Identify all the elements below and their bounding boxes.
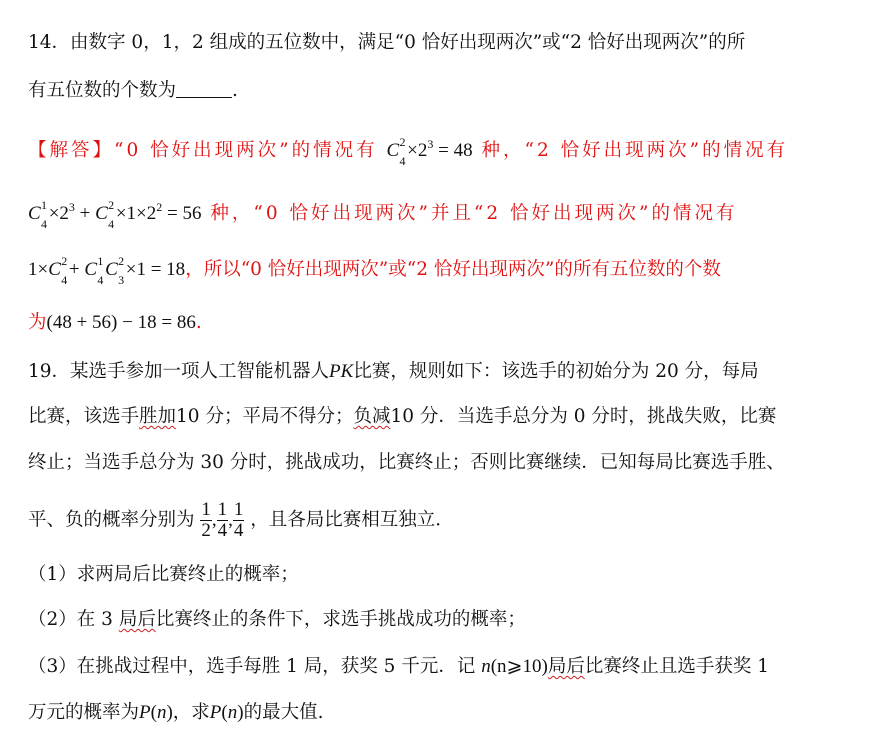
q19-part-2 (28, 607, 859, 633)
fraction-half: $\frac{1}{2}$ (201, 499, 211, 541)
q19-text-6: 终止；当选手总分为 30 分时，挑战成功，比赛终止；否则比赛继续．已知每局比赛选手胜、 (28, 452, 785, 473)
q19-text-4: 10 分；平局不得分； (176, 406, 354, 427)
q19-text-3: 比赛，该选手 (28, 406, 140, 427)
answer-text-3: 种，“0 恰好出现两次”并且“2 恰好出现两次”的情况有 (210, 203, 738, 224)
part-3-text-c: 万元的概率为 (28, 702, 140, 723)
answer-line-2 (28, 194, 859, 231)
answer-text-1: “0 恰好出现两次”的情况有 (114, 140, 378, 161)
fraction-quarter-2: $\frac{1}{4}$ (233, 499, 244, 541)
part-3-text-a: （3）在挑战过程中，选手每胜 1 局，获奖 5 千元．记 (28, 656, 476, 677)
answer-period: . (195, 312, 202, 333)
q19-line-3 (28, 450, 859, 476)
q19-part-3: （3）在挑战过程中，选手每胜 1 局，获奖 5 千元．记 n(n⩾10)局后比赛终止且选手获奖 1 (28, 656, 769, 677)
q14-line-2 (28, 78, 859, 104)
formula-1: C 2 4 $\times 2^3 = 48$ (386, 135, 473, 168)
part-3-text-d: ，求 (172, 702, 210, 723)
q19-line-4: 平、负的概率分别为 $\frac{1}{2}$ , $\frac{1}{4}$ , $\frac{1}{4}$ ，且各局比赛相互独立． (28, 499, 454, 541)
answer-blank (176, 79, 232, 98)
win-plus-term: 胜加 (139, 406, 177, 427)
q19-text-5: 10 分．当选手总分为 0 分时，挑战失败，比赛 (390, 406, 777, 427)
q19-text-1: 19．某选手参加一项人工智能机器人 (28, 361, 330, 382)
formula-4: (48 + 56) − 18 = 86 (46, 312, 196, 333)
part-2-text-b: 比赛终止的条件下，求选手挑战成功的概率； (155, 609, 526, 630)
q14-line-1 (28, 30, 859, 56)
answer-tag: 【解答】 (28, 140, 115, 161)
p-n-1: P (139, 702, 151, 723)
answer-text-5: 为 (28, 312, 47, 333)
answer-line-4 (28, 310, 859, 336)
fraction-quarter-1: $\frac{1}{4}$ (217, 499, 228, 541)
part-2-marked: 局后 (118, 609, 156, 630)
n-condition: (n⩾10) (490, 656, 548, 677)
q19-line-2 (28, 404, 859, 430)
formula-2: C 1 4 $\times 2^3 + C$ 2 4 $\times 1\times 2^2 = 56$ (28, 198, 202, 231)
answer-line-1 (28, 131, 859, 168)
part-3-text-e: 的最大值. (243, 702, 324, 723)
part-1-text: （1）求两局后比赛终止的概率； (28, 564, 299, 585)
answer-line-3 (28, 254, 859, 287)
part-2-text-a: （2）在 3 (28, 609, 119, 630)
q14-text-1: 14．由数字 0，1，2 组成的五位数中，满足“0 恰好出现两次”或“2 恰好出现两次”的所 (28, 32, 746, 53)
part-3-text-b: 比赛终止且选手获奖 1 (584, 656, 769, 677)
lose-minus-term: 负减 (353, 406, 391, 427)
q19-part-1 (28, 562, 859, 588)
q19-text-2: 比赛，规则如下：该选手的初始分为 20 分，每局 (353, 361, 759, 382)
q19-text-8: ，且各局比赛相互独立． (250, 509, 454, 531)
part-3-marked: 局后 (547, 656, 585, 677)
p-n-2: P (209, 702, 222, 723)
q19-text-7: 平、负的概率分别为 (28, 509, 195, 531)
pk-term: PK (329, 361, 354, 382)
q19-part-3-cont: 万元的概率为P(n)，求P(n)的最大值. (28, 702, 324, 723)
answer-text-4: ，所以“0 恰好出现两次”或“2 恰好出现两次”的所有五位数的个数 (185, 259, 721, 280)
q14-period: . (232, 80, 238, 101)
formula-3: 1×C 2 4 + C 1 4 C 2 3 ×1 = 18 (28, 254, 186, 287)
answer-text-2: 种，“2 恰好出现两次”的情况有 (481, 140, 789, 161)
q14-text-2: 有五位数的个数为 (28, 80, 177, 101)
q19-line-1 (28, 359, 859, 385)
